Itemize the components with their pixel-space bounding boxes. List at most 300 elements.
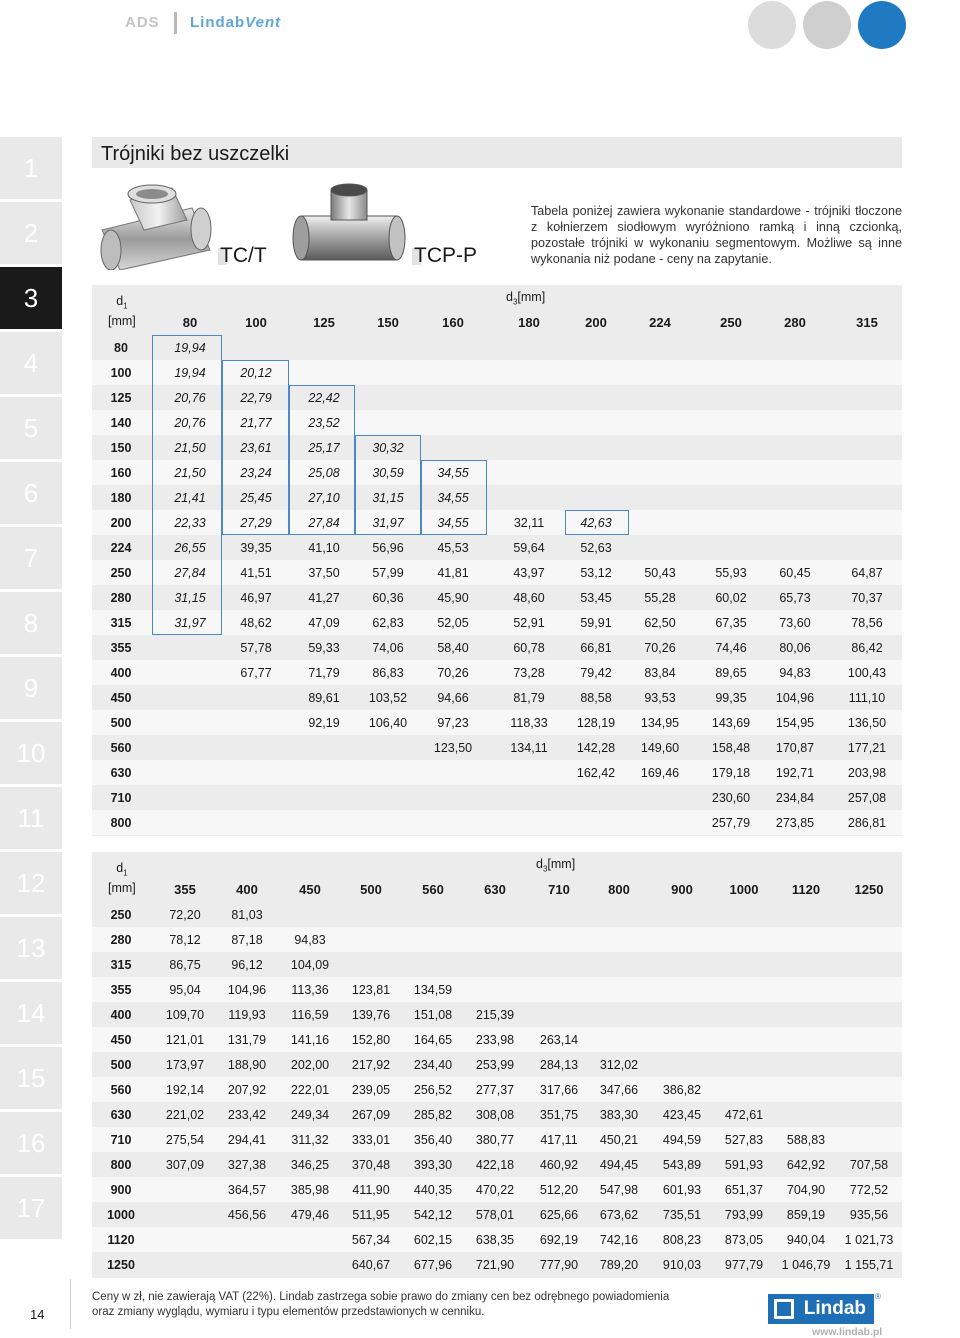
- price-cell: 27,29: [240, 516, 272, 530]
- column-header: 355: [174, 882, 196, 897]
- tee-segment-drawing: [287, 178, 409, 270]
- price-cell: 417,11: [540, 1133, 578, 1147]
- price-cell: 591,93: [724, 1158, 764, 1172]
- price-cell: 81,03: [231, 908, 263, 922]
- row-d1-label: 630: [110, 1108, 132, 1122]
- table-row: [92, 710, 902, 735]
- price-cell: 547,98: [599, 1183, 639, 1197]
- product-label-tcpp: TCP-P: [414, 244, 477, 267]
- price-cell: 158,48: [711, 741, 751, 755]
- table-row: [92, 1202, 902, 1227]
- table-row: [92, 760, 902, 785]
- price-cell: 479,46: [290, 1208, 330, 1222]
- price-cell: 456,56: [227, 1208, 267, 1222]
- price-cell: 192,71: [775, 766, 815, 780]
- price-cell: 70,26: [437, 666, 469, 680]
- row-d1-label: 1000: [107, 1208, 135, 1222]
- price-cell: 103,52: [368, 691, 408, 705]
- price-cell: 263,14: [539, 1033, 579, 1047]
- price-cell: 60,78: [513, 641, 545, 655]
- price-cell: 21,41: [174, 491, 206, 505]
- chapter-tab-3[interactable]: 3: [0, 267, 62, 329]
- row-d1-label: 900: [110, 1183, 132, 1197]
- row-d1-label: 400: [110, 1008, 132, 1022]
- price-cell: 74,06: [372, 641, 404, 655]
- table-row: [92, 952, 902, 977]
- price-cell: 116,59: [291, 1008, 329, 1022]
- price-cell: 30,59: [372, 466, 404, 480]
- column-header: 160: [442, 315, 464, 330]
- price-cell: 45,53: [437, 541, 469, 555]
- row-d1-label: 800: [110, 1158, 132, 1172]
- price-cell: 542,12: [413, 1208, 453, 1222]
- price-cell: 42,63: [580, 516, 612, 530]
- table-row: [92, 977, 902, 1002]
- price-cell: 25,08: [308, 466, 340, 480]
- price-cell: 284,13: [539, 1058, 579, 1072]
- price-cell: 86,42: [851, 641, 883, 655]
- price-cell: 78,12: [169, 933, 201, 947]
- price-cell: 65,73: [779, 591, 811, 605]
- table-row: [92, 810, 902, 835]
- column-header: 630: [484, 882, 506, 897]
- column-header: 1000: [729, 882, 759, 897]
- price-cell: 543,89: [662, 1158, 702, 1172]
- column-header: 224: [649, 315, 671, 330]
- price-cell: 642,92: [786, 1158, 826, 1172]
- table-row: [92, 927, 902, 952]
- column-header: 125: [313, 315, 335, 330]
- frame-col-160: [421, 460, 487, 535]
- price-cell: 57,78: [240, 641, 272, 655]
- price-cell: 351,75: [539, 1108, 579, 1122]
- description-text: Tabela poniżej zawiera wykonanie standardowe - trójniki tłoczone z kołnierzem siodłowym wyróżniono ramką i inną czcionką, pozostałe trójniki w wykonaniu segmentowym. Możliwe są inne wykonania niż podane - ceny na zapytanie.: [531, 204, 902, 266]
- price-cell: 423,45: [662, 1108, 702, 1122]
- table-row: [92, 1227, 902, 1252]
- price-cell: 86,75: [169, 958, 201, 972]
- price-cell: 27,10: [308, 491, 340, 505]
- product-label-tct: TC/T: [220, 244, 267, 267]
- price-cell: 638,35: [475, 1233, 515, 1247]
- price-cell: 97,23: [437, 716, 469, 730]
- website-link[interactable]: www.lindab.pl: [812, 1326, 883, 1338]
- price-cell: 239,05: [351, 1083, 391, 1097]
- price-cell: 692,19: [539, 1233, 579, 1247]
- price-cell: 1 021,73: [844, 1233, 894, 1247]
- price-cell: 41,27: [308, 591, 340, 605]
- price-cell: 80,06: [779, 641, 811, 655]
- row-d1-label: 355: [110, 983, 132, 997]
- price-cell: 141,16: [290, 1033, 330, 1047]
- table-row: [92, 1152, 902, 1177]
- row-d1-label: 315: [110, 958, 132, 972]
- price-cell: 312,02: [599, 1058, 639, 1072]
- price-cell: 41,10: [308, 541, 340, 555]
- price-cell: 370,48: [351, 1158, 391, 1172]
- chapter-tab-11[interactable]: 11: [0, 787, 62, 849]
- row-d1-label: 560: [110, 1083, 132, 1097]
- row-d1-label: 710: [110, 1133, 132, 1147]
- price-cell: 43,97: [513, 566, 545, 580]
- price-cell: 41,51: [240, 566, 272, 580]
- price-cell: 58,40: [437, 641, 469, 655]
- price-cell: 19,94: [174, 341, 206, 355]
- price-cell: 37,50: [308, 566, 340, 580]
- price-cell: 27,84: [174, 566, 206, 580]
- price-cell: 203,98: [847, 766, 887, 780]
- table-row: [92, 1252, 902, 1277]
- price-cell: 123,50: [433, 741, 473, 755]
- chapter-tab-10[interactable]: 10: [0, 722, 62, 784]
- price-cell: 123,81: [351, 983, 391, 997]
- price-cell: 207,92: [227, 1083, 267, 1097]
- price-cell: 230,60: [711, 791, 751, 805]
- price-cell: 131,79: [227, 1033, 267, 1047]
- price-cell: 21,50: [174, 441, 206, 455]
- price-cell: 411,90: [352, 1183, 390, 1197]
- price-cell: 380,77: [475, 1133, 515, 1147]
- price-cell: 86,83: [372, 666, 404, 680]
- price-cell: 202,00: [290, 1058, 330, 1072]
- price-cell: 55,28: [644, 591, 676, 605]
- price-cell: 346,25: [290, 1158, 330, 1172]
- table-row: [92, 1002, 902, 1027]
- column-header: 180: [518, 315, 540, 330]
- title-bar: [92, 137, 902, 168]
- row-d1-label: 80: [114, 341, 128, 355]
- price-cell: 21,77: [240, 416, 272, 430]
- price-cell: 677,96: [413, 1258, 453, 1272]
- price-cell: 134,59: [413, 983, 453, 997]
- price-cell: 104,96: [227, 983, 267, 997]
- price-cell: 67,35: [715, 616, 747, 630]
- price-cell: 935,56: [849, 1208, 889, 1222]
- chapter-tab-14[interactable]: 14: [0, 982, 62, 1044]
- price-cell: 234,40: [413, 1058, 453, 1072]
- price-cell: 134,11: [510, 741, 548, 755]
- price-cell: 62,83: [372, 616, 404, 630]
- decor-circle-1: [748, 1, 796, 49]
- column-header: 900: [671, 882, 693, 897]
- price-cell: 307,09: [165, 1158, 205, 1172]
- decor-circle-3: [858, 1, 906, 49]
- price-cell: 735,51: [662, 1208, 702, 1222]
- price-cell: 707,58: [849, 1158, 889, 1172]
- price-cell: 364,57: [227, 1183, 267, 1197]
- row-d1-label: 280: [110, 591, 132, 605]
- column-header: 400: [236, 882, 258, 897]
- chapter-tab-16[interactable]: 16: [0, 1112, 62, 1174]
- footer-divider: [70, 1279, 71, 1329]
- price-cell: 356,40: [413, 1133, 453, 1147]
- column-header: 500: [360, 882, 382, 897]
- price-cell: 81,79: [513, 691, 545, 705]
- row-d1-label: 1120: [107, 1233, 135, 1247]
- table-row: [92, 735, 902, 760]
- chapter-tab-1[interactable]: 1: [0, 137, 62, 199]
- price-cell: 59,64: [513, 541, 545, 555]
- price-cell: 23,61: [240, 441, 272, 455]
- price-cell: 440,35: [413, 1183, 453, 1197]
- price-cell: 221,02: [165, 1108, 205, 1122]
- page-title: Trójniki bez uszczelki: [101, 143, 290, 165]
- price-cell: 134,95: [640, 716, 680, 730]
- price-cell: 588,83: [786, 1133, 826, 1147]
- price-cell: 217,92: [351, 1058, 391, 1072]
- column-header: 560: [422, 882, 444, 897]
- chapter-tab-13[interactable]: 13: [0, 917, 62, 979]
- price-cell: 233,98: [475, 1033, 515, 1047]
- page-header: [0, 0, 960, 50]
- price-cell: 173,97: [165, 1058, 205, 1072]
- brand-label: LindabVent: [190, 14, 282, 31]
- price-cell: 41,81: [437, 566, 469, 580]
- price-cell: 64,87: [851, 566, 883, 580]
- price-cell: 60,02: [715, 591, 747, 605]
- price-cell: 472,61: [724, 1108, 764, 1122]
- price-cell: 79,42: [580, 666, 612, 680]
- row-d1-label: 140: [110, 416, 132, 430]
- price-cell: 215,39: [475, 1008, 515, 1022]
- price-cell: 22,79: [240, 391, 272, 405]
- price-cell: 327,38: [227, 1158, 267, 1172]
- price-cell: 74,46: [715, 641, 747, 655]
- price-cell: 721,90: [475, 1258, 515, 1272]
- price-cell: 625,66: [539, 1208, 579, 1222]
- price-cell: 119,93: [228, 1008, 266, 1022]
- chapter-tabs: [0, 137, 62, 1242]
- price-cell: 152,80: [351, 1033, 391, 1047]
- price-cell: 253,99: [475, 1058, 515, 1072]
- price-cell: 93,53: [644, 691, 676, 705]
- price-cell: 32,11: [513, 516, 545, 530]
- price-cell: 286,81: [847, 816, 887, 830]
- price-cell: 20,12: [240, 366, 272, 380]
- price-cell: 30,32: [372, 441, 404, 455]
- chapter-tab-12[interactable]: 12: [0, 852, 62, 914]
- price-cell: 651,37: [724, 1183, 764, 1197]
- price-cell: 62,50: [644, 616, 676, 630]
- table-row: [92, 785, 902, 810]
- price-cell: 308,08: [475, 1108, 515, 1122]
- column-header: 1120: [791, 882, 821, 897]
- price-cell: 222,01: [290, 1083, 330, 1097]
- column-header: 280: [784, 315, 806, 330]
- price-cell: 789,20: [599, 1258, 639, 1272]
- price-cell: 383,30: [599, 1108, 639, 1122]
- price-cell: 162,42: [576, 766, 616, 780]
- table-row: [92, 635, 902, 660]
- price-cell: 53,12: [580, 566, 612, 580]
- price-cell: 57,99: [372, 566, 404, 580]
- column-header: 710: [548, 882, 570, 897]
- price-cell: 170,87: [775, 741, 815, 755]
- price-cell: 494,59: [662, 1133, 702, 1147]
- chapter-tab-8[interactable]: 8: [0, 592, 62, 654]
- price-cell: 59,33: [308, 641, 340, 655]
- price-cell: 104,96: [775, 691, 815, 705]
- price-cell: 21,50: [174, 466, 206, 480]
- row-d1-label: 1250: [107, 1258, 135, 1272]
- row-d1-label: 800: [110, 816, 132, 830]
- price-cell: 273,85: [775, 816, 815, 830]
- price-table-1: [92, 285, 902, 836]
- row-d1-label: 710: [110, 791, 132, 805]
- price-cell: 70,37: [851, 591, 883, 605]
- column-header: 150: [377, 315, 399, 330]
- price-cell: 808,23: [662, 1233, 702, 1247]
- price-cell: 26,55: [174, 541, 206, 555]
- d1-label: $d_1$ [mm]: [108, 294, 136, 328]
- row-d1-label: 560: [110, 741, 132, 755]
- price-cell: 873,05: [724, 1233, 764, 1247]
- footer-note: Ceny w zł, nie zawierają VAT (22%). Lindab zastrzega sobie prawo do zmiany cen bez odrębnego powiadomienia oraz zmiany wyglądu, wymiaru i typu elementów przedstawionych w cenniku.: [92, 1291, 670, 1318]
- table-row: [92, 1127, 902, 1152]
- price-cell: 89,61: [308, 691, 340, 705]
- page-number: 14: [30, 1307, 45, 1322]
- column-header: 450: [299, 882, 321, 897]
- price-cell: 859,19: [786, 1208, 826, 1222]
- row-d1-label: 315: [110, 616, 132, 630]
- chapter-tab-15[interactable]: 15: [0, 1047, 62, 1109]
- table-row: [92, 1027, 902, 1052]
- price-cell: 22,33: [174, 516, 206, 530]
- row-d1-label: 280: [110, 933, 132, 947]
- table-row: [92, 1177, 902, 1202]
- row-d1-label: 630: [110, 766, 132, 780]
- price-cell: 25,45: [240, 491, 272, 505]
- row-d1-label: 150: [110, 441, 132, 455]
- price-cell: 164,65: [413, 1033, 453, 1047]
- price-cell: 46,97: [240, 591, 272, 605]
- d1-label: $d_1$ [mm]: [108, 861, 136, 895]
- price-cell: 60,45: [779, 566, 811, 580]
- d3-label: $d_3[mm]$: [536, 857, 576, 874]
- chapter-tab-7[interactable]: 7: [0, 527, 62, 589]
- price-cell: 94,83: [294, 933, 326, 947]
- price-cell: 100,43: [847, 666, 887, 680]
- price-cell: 640,67: [351, 1258, 391, 1272]
- frame-col-100: [222, 360, 289, 535]
- price-cell: 48,62: [240, 616, 272, 630]
- chapter-tab-2[interactable]: 2: [0, 202, 62, 264]
- product-image-tcpp: [287, 178, 409, 270]
- price-cell: 777,90: [539, 1258, 579, 1272]
- price-cell: 311,32: [291, 1133, 329, 1147]
- price-cell: 94,83: [779, 666, 811, 680]
- price-cell: 179,18: [711, 766, 751, 780]
- price-cell: 95,04: [169, 983, 201, 997]
- price-cell: 19,94: [174, 366, 206, 380]
- price-cell: 121,01: [165, 1033, 205, 1047]
- price-cell: 1 046,79: [781, 1258, 831, 1272]
- price-cell: 177,21: [847, 741, 887, 755]
- price-cell: 34,55: [437, 466, 469, 480]
- price-cell: 317,66: [539, 1083, 579, 1097]
- price-cell: 94,66: [437, 691, 469, 705]
- price-cell: 742,16: [599, 1233, 639, 1247]
- price-cell: 66,81: [580, 641, 612, 655]
- price-cell: 347,66: [599, 1083, 639, 1097]
- price-cell: 257,79: [711, 816, 751, 830]
- table-row: [92, 1077, 902, 1102]
- column-header: 315: [856, 315, 878, 330]
- price-cell: 450,21: [599, 1133, 639, 1147]
- price-cell: 149,60: [640, 741, 680, 755]
- row-d1-label: 500: [110, 716, 132, 730]
- price-cell: 234,84: [775, 791, 815, 805]
- price-cell: 601,93: [662, 1183, 702, 1197]
- row-d1-label: 355: [110, 641, 132, 655]
- price-cell: 154,95: [775, 716, 815, 730]
- table-row: [92, 1102, 902, 1127]
- table-row: [92, 1052, 902, 1077]
- price-cell: 78,56: [851, 616, 883, 630]
- price-cell: 92,19: [308, 716, 340, 730]
- price-cell: 511,95: [352, 1208, 390, 1222]
- header-divider: [174, 12, 177, 34]
- price-cell: 772,52: [849, 1183, 889, 1197]
- chapter-tab-4[interactable]: 4: [0, 332, 62, 394]
- row-d1-label: 250: [110, 908, 132, 922]
- price-cell: 48,60: [513, 591, 545, 605]
- chapter-tab-9[interactable]: 9: [0, 657, 62, 719]
- row-d1-label: 500: [110, 1058, 132, 1072]
- chapter-tab-5[interactable]: 5: [0, 397, 62, 459]
- price-cell: 277,37: [475, 1083, 515, 1097]
- column-header: 80: [182, 315, 198, 330]
- chapter-tab-6[interactable]: 6: [0, 462, 62, 524]
- table-row: [92, 660, 902, 685]
- price-cell: 257,08: [847, 791, 887, 805]
- column-header: 800: [608, 882, 630, 897]
- price-cell: 59,91: [580, 616, 612, 630]
- price-cell: 188,90: [227, 1058, 267, 1072]
- row-d1-label: 224: [110, 541, 132, 555]
- price-cell: 910,03: [662, 1258, 702, 1272]
- column-header: 1250: [854, 882, 884, 897]
- price-cell: 27,84: [308, 516, 340, 530]
- price-table-2: [92, 852, 902, 1278]
- row-d1-label: 450: [110, 1033, 132, 1047]
- price-cell: 34,55: [437, 491, 469, 505]
- price-cell: 83,84: [644, 666, 676, 680]
- price-cell: 96,12: [231, 958, 263, 972]
- price-cell: 89,65: [715, 666, 747, 680]
- chapter-tab-17[interactable]: 17: [0, 1177, 62, 1239]
- price-cell: 249,34: [290, 1108, 330, 1122]
- price-cell: 47,09: [308, 616, 340, 630]
- price-cell: 704,90: [786, 1183, 826, 1197]
- price-cell: 267,09: [351, 1108, 391, 1122]
- price-cell: 422,18: [475, 1158, 515, 1172]
- price-cell: 143,69: [711, 716, 751, 730]
- price-cell: 52,05: [437, 616, 469, 630]
- price-cell: 23,24: [240, 466, 272, 480]
- price-cell: 111,10: [848, 691, 886, 705]
- price-cell: 460,92: [539, 1158, 579, 1172]
- price-cell: 136,50: [847, 716, 887, 730]
- price-cell: 31,97: [372, 516, 404, 530]
- price-cell: 104,09: [290, 958, 330, 972]
- price-cell: 45,90: [437, 591, 469, 605]
- price-cell: 23,52: [308, 416, 340, 430]
- price-cell: 494,45: [599, 1158, 639, 1172]
- price-cell: 142,28: [576, 741, 616, 755]
- row-d1-label: 180: [110, 491, 132, 505]
- price-cell: 99,35: [715, 691, 747, 705]
- price-cell: 67,77: [240, 666, 272, 680]
